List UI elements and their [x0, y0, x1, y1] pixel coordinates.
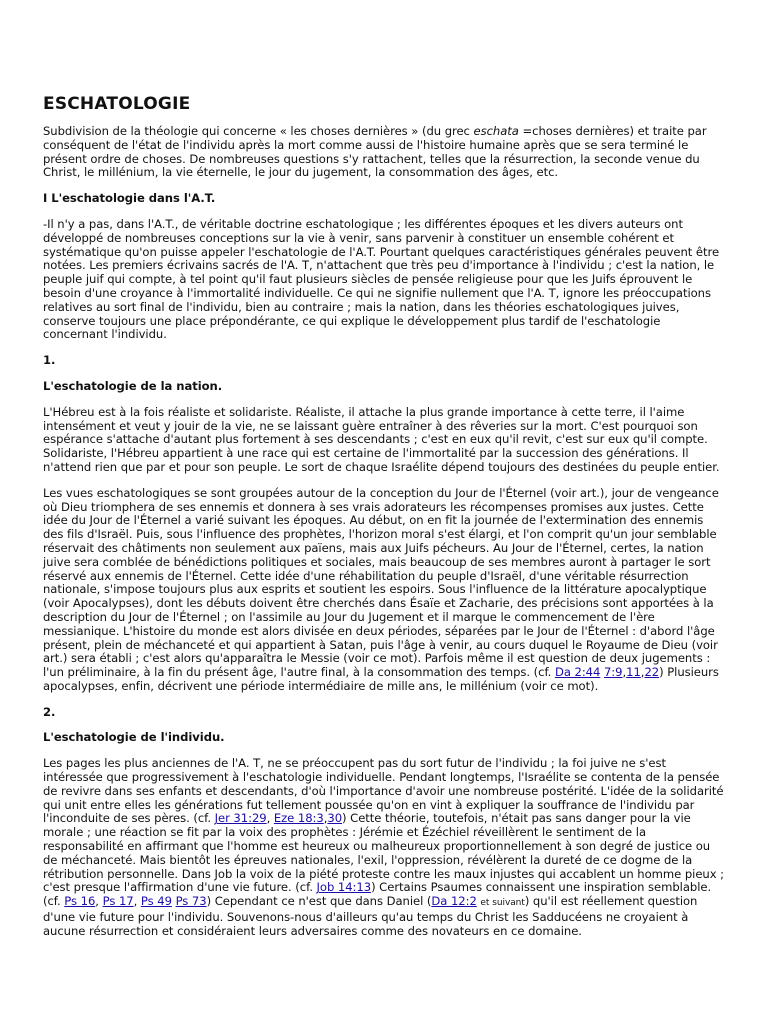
part2-text-4: ) Cependant ce n'est que dans Daniel (	[206, 894, 432, 909]
et-suivant-note: et suivant	[480, 898, 525, 909]
ref-link-ps-17[interactable]: Ps 17	[102, 894, 134, 909]
part2-text-3: ) Certains Psaumes connaissent une inspiration semblable. (cf.	[43, 880, 712, 909]
part2-number: 2.	[43, 704, 56, 719]
ref-link-job-14-13[interactable]: Job 14:13	[316, 880, 372, 895]
ref-link-ps-73[interactable]: Ps 73	[175, 894, 207, 909]
ref-link-11[interactable]: 11	[626, 665, 641, 680]
ref-link-30[interactable]: 30	[327, 811, 343, 826]
part2-heading: L'eschatologie de l'individu.	[43, 730, 225, 745]
ref-link-eze-18-3[interactable]: Eze 18:3	[273, 811, 324, 826]
ref-link-jer-31-29[interactable]: Jer 31:29	[214, 811, 267, 826]
ref-link-22[interactable]: 22	[644, 665, 660, 680]
ref-link-7-9[interactable]: 7:9	[603, 665, 623, 680]
part1-number: 1.	[43, 353, 56, 368]
intro-paragraph	[43, 125, 725, 180]
page-title: ESCHATOLOGIE	[43, 94, 191, 114]
intro-text-b: =choses dernières) et traite par conséquent de l'état de l'individu après la mort comme aussi de l'histoire humaine après que se sera terminé le présent ordre de choses. De nombreuses questions s'y rattachent, telles que la résurrection, la seconde venue du Christ, le millénium, la vie éternelle, le jour du jugement, la consommation des âges, etc.	[43, 124, 707, 180]
ref-link-ps-49[interactable]: Ps 49	[140, 894, 172, 909]
ref-link-da-12-2[interactable]: Da 12:2	[431, 894, 477, 909]
part2-text-2: ) Cette théorie, toutefois, n'était pas sans danger pour la vie morale ; une réaction se fit par la voix des prophètes : Jérémie et Ézéchiel réveillèrent le sentiment de la responsabilité en affirmant que l'homme est heureux ou malheureux proportionnellement à son degré de justice ou de méchanceté. Mais bientôt les épreuves nationales, l'exil, l'oppression, révélèrent la dureté de ce dogme de la rétribution personnelle. Dans Job la voix de la piété proteste contre les maux injustes qui accablent un homme pieux ; c'est presque l'affirmation d'une vie future. (cf.	[43, 811, 725, 895]
intro-emphasis: eschata	[473, 124, 519, 138]
ref-link-da-2-44[interactable]: Da 2:44	[554, 665, 601, 680]
part2-paragraph: Les pages les plus anciennes de l'A. T, ne se préoccupent pas du sort futur de l'individu ; la foi juive ne s'est intéressée que progressivement à l'eschatologie individuelle. Pendant longtemps, l'Israélite se contenta de la pensée de revivre dans ses enfants et descendants, d'où l'importance d'avoir une nombreuse postérité. L'idée de la solidarité qui unit entre elles les générations fut tellement poussée qu'on en vint à expliquer la souffrance de l'individu par l'inconduite de ses pères. (cf. Jer 31:29, Eze 18:3,30) Cette théorie, toutefois, n'était pas sans danger pour la vie morale ; une réaction se fit par la voix des prophètes : Jérémie et Ézéchiel réveillèrent le sentiment de la responsabilité en affirmant que l'homme est heureux ou malheureux proportionnellement à son degré de justice ou de méchanceté. Mais bientôt les épreuves nationales, l'exil, l'oppression, révélèrent la dureté de ce dogme de la rétribution personnelle. Dans Job la voix de la piété proteste contre les maux injustes qui accablent un homme pieux ; c'est presque l'affirmation d'une vie future. (cf. Job 14:13) Certains Psaumes connaissent une inspiration semblable. (cf. Ps 16, Ps 17, Ps 49 Ps 73) Cependant ce n'est que dans Daniel (Da 12:2 et suivant) qu'il est réellement question d'une vie future pour l'individu. Souvenons-nous d'ailleurs qu'au temps du Christ les Sadducéens ne croyaient à aucune résurrection et considéraient leurs adversaires comme des novateurs en ce domaine.	[43, 756, 725, 938]
section1-heading: I L'eschatologie dans l'A.T.	[43, 191, 216, 206]
part2-text-5: ) qu'il est réellement question d'une vie future pour l'individu. Souvenons-nous d'ailleurs qu'au temps du Christ les Sadducéens ne croyaient à aucune résurrection et considéraient leurs adversaires comme des novateurs en ce domaine.	[43, 894, 698, 938]
part2-text-1: Les pages les plus anciennes de l'A. T, ne se préoccupent pas du sort futur de l'individu ; la foi juive ne s'est intéressée que progressivement à l'eschatologie individuelle. Pendant longtemps, l'Israélite se contenta de la pensée de revivre dans ses enfants et descendants, d'où l'importance d'avoir une nombreuse postérité. L'idée de la solidarité qui unit entre elles les générations fut tellement poussée qu'on en vint à expliquer la souffrance de l'individu par l'inconduite de ses pères. (cf.	[43, 756, 724, 826]
part1-p2-end: ) Plusieurs apocalypses, enfin, décrivent une période intermédiaire de mille ans, le millénium (voir ce mot).	[43, 665, 719, 693]
part1-p2-text: Les vues eschatologiques se sont groupées autour de la conception du Jour de l'Éternel (voir art.), jour de vengeance où Dieu triomphera de ses ennemis et donnera à ses vrais adorateurs les récompenses promises aux justes. Cette idée du Jour de l'Éternel a varié suivant les époques. Au début, on en fit la journée de l'extermination des ennemis des fils d'Israël. Puis, sous l'influence des prophètes, l'horizon moral s'est élargi, et l'on comprit qu'un jour semblable réservait des châtiments non seulement aux païens, mais aux Juifs pécheurs. Au Jour de l'Éternel, certes, la nation juive sera comblée de bénédictions politiques et sociales, mais beaucoup de ses membres auront à partager le sort réservé aux ennemis de l'Éternel. Cette idée d'une réhabilitation du peuple d'Israël, d'une véritable résurrection nationale, s'impose toujours plus aux esprits et soutient les espoirs. Sous l'influence de la littérature apocalyptique (voir Apocalypses), dont les débuts doivent être cherchés dans Ésaïe et Zacharie, des précisions sont apportées à la description du Jour de l'Éternel ; on l'assimile au Jour du Jugement et il marque le commencement de l'ère messianique. L'histoire du monde est alors divisée en deux périodes, séparées par le Jour de l'Éternel : d'abord l'âge présent, plein de méchanceté et qui appartient à Satan, puis l'âge à venir, au cours duquel le Royaume de Dieu (voir art.) sera établi ; c'est alors qu'apparaîtra le Messie (voir ce mot). Parfois même il est question de deux jugements : l'un préliminaire, à la fin du présent âge, l'autre final, à la consommation des temps. (cf.	[43, 485, 719, 680]
section1-paragraph: -Il n'y a pas, dans l'A.T., de véritable doctrine eschatologique ; les différentes époques et les divers auteurs ont développé de nombreuses conceptions sur la vie à venir, sans parvenir à constituer un ensemble cohérent et systématique qu'on puisse appeler l'eschatologie de l'A.T. Pourtant quelques caractéristiques générales peuvent être notées. Les premiers écrivains sacrés de l'A. T, n'attachent que très peu d'importance à l'individu ; c'est la nation, le peuple juif qui compte, à tel point qu'il faut plusieurs siècles de pensée religieuse pour que les Juifs éprouvent le besoin d'une croyance à l'immortalité individuelle. Ce qui ne signifie nullement que l'A. T, ignore les préoccupations relatives au sort final de l'individu, bien au contraire ; mais la nation, dans les théories eschatologiques juives, conserve toujours une place prépondérante, ce qui explique le développement plus tardif de l'eschatologie concernant l'individu.	[43, 216, 720, 342]
part1-heading: L'eschatologie de la nation.	[43, 378, 223, 393]
part1-paragraph-1: L'Hébreu est à la fois réaliste et solidariste. Réaliste, il attache la plus grande importance à cette terre, il l'aime intensément et veut y jouir de la vie, ne se laissant guère entraîner à des rêveries sur la mort. C'est pourquoi son espérance s'attache d'autant plus fortement à ses descendants ; c'est en eux qu'il revit, c'est sur eux qu'il compte. Solidariste, l'Hébreu appartient à une race qui est certaine de l'immortalité par la succession des générations. Il n'attend rien que par et pour son peuple. Le sort de chaque Israélite dépend toujours des destinées du peuple entier.	[43, 404, 720, 474]
ref-link-ps-16[interactable]: Ps 16	[64, 894, 96, 909]
intro-text-a: Subdivision de la théologie qui concerne « les choses dernières » (du grec	[43, 124, 474, 138]
part1-paragraph-2: Les vues eschatologiques se sont groupées autour de la conception du Jour de l'Éternel (voir art.), jour de vengeance où Dieu triomphera de ses ennemis et donnera à ses vrais adorateurs les récompenses promises aux justes. Cette idée du Jour de l'Éternel a varié suivant les époques. Au début, on en fit la journée de l'extermination des ennemis des fils d'Israël. Puis, sous l'influence des prophètes, l'horizon moral s'est élargi, et l'on comprit qu'un jour semblable réservait des châtiments non seulement aux païens, mais aux Juifs pécheurs. Au Jour de l'Éternel, certes, la nation juive sera comblée de bénédictions politiques et sociales, mais beaucoup de ses membres auront à partager le sort réservé aux ennemis de l'Éternel. Cette idée d'une réhabilitation du peuple d'Israël, d'une véritable résurrection nationale, s'impose toujours plus aux esprits et soutient les espoirs. Sous l'influence de la littérature apocalyptique (voir Apocalypses), dont les débuts doivent être cherchés dans Ésaïe et Zacharie, des précisions sont apportées à la description du Jour de l'Éternel ; on l'assimile au Jour du Jugement et il marque le commencement de l'ère messianique. L'histoire du monde est alors divisée en deux périodes, séparées par le Jour de l'Éternel : d'abord l'âge présent, plein de méchanceté et qui appartient à Satan, puis l'âge à venir, au cours duquel le Royaume de Dieu (voir art.) sera établi ; c'est alors qu'apparaîtra le Messie (voir ce mot). Parfois même il est question de deux jugements : l'un préliminaire, à la fin du présent âge, l'autre final, à la consommation des temps. (cf. Da 2:44 7:9,11,22) Plusieurs apocalypses, enfin, décrivent une période intermédiaire de mille ans, le millénium (voir ce mot).	[43, 485, 719, 693]
